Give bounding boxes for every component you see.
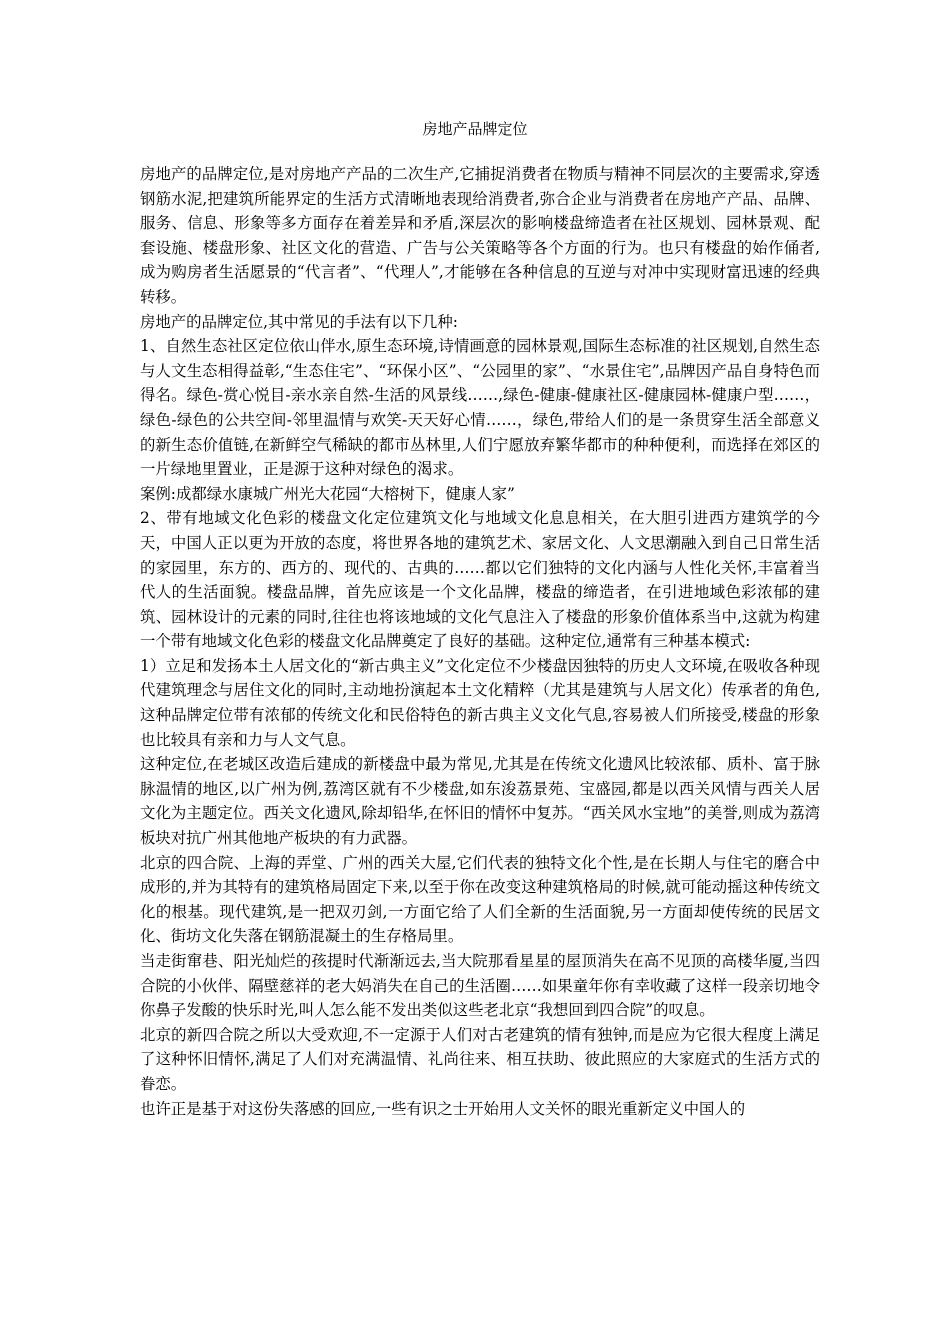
paragraph-intro: 房地产的品牌定位,是对房地产产品的二次生产,它捕捉消费者在物质与精神不同层次的主要需求,穿透钢筋水泥,把建筑所能界定的生活方式清晰地表现给消费者,弥合企业与消费者在房地产产品、品牌、服务、信息、形象等多方面存在着差异和矛盾,深层次的影响楼盘缔造者在社区规划、园林景观、配套设施、楼盘形象、社区文化的营造、广告与公关策略等各个方面的行为。也只有楼盘的始作俑者,成为购房者生活愿景的“代言者”、“代理人”,才能够在各种信息的互逆与对冲中实现财富迅速的经典转移。	[140, 165, 820, 306]
paragraph-ecological-positioning: 1、自然生态社区定位依山伴水,原生态环境,诗情画意的园林景观,国际生态标准的社区规划,自然生态与人文生态相得益彰,“生态住宅”、“环保小区”、“公园里的家”、“水景住宅”,品牌因产品自身特色而得名。绿色-赏心悦目-亲水亲自然-生活的风景线……,绿色-健康-健康社区-健康园林-健康户型……，绿色-绿色的公共空间-邻里温情与欢笑-天天好心情……，绿色,带给人们的是一条贯穿生活全部意义的新生态价值链,在新鲜空气稀缺的都市丛林里,人们宁愿放弃繁华都市的种种便利，而选择在郊区的一片绿地里置业，正是源于这种对绿色的渴求。	[140, 337, 820, 479]
document-body	[140, 162, 820, 1121]
paragraph-old-town-example: 这种定位,在老城区改造后建成的新楼盘中最为常见,尤其是在传统文化遗风比较浓郁、质朴、富于脉脉温情的地区,以广州为例,荔湾区就有不少楼盘,如东浚荔景苑、宝盛园,都是以西关风情与西关人居文化为主题定位。西关文化遗风,除却铅华,在怀旧的情怀中复苏。“西关风水宝地”的美誉,则成为荔湾板块对抗广州其他地产板块的有力武器。	[140, 755, 820, 848]
paragraph-neoclassical-mode: 1）立足和发扬本土人居文化的“新古典主义”文化定位不少楼盘因独特的历史人文环境,在吸收各种现代建筑理念与居住文化的同时,主动地扮演起本土文化精粹（尤其是建筑与人居文化）传承者的角色,这种品牌定位带有浓郁的传统文化和民俗特色的新古典主义文化气息,容易被人们所接受,楼盘的形象也比较具有亲和力与人文气息。	[140, 656, 820, 749]
document-title: 房地产品牌定位	[422, 120, 528, 138]
paragraph-new-siheyuan: 北京的新四合院之所以大受欢迎,不一定源于人们对古老建筑的情有独钟,而是应为它很大程度上满足了这种怀旧情怀,满足了人们对充满温情、礼尚往来、相互扶助、彼此照应的大家庭式的生活方式的眷恋。	[140, 1025, 820, 1093]
paragraph-closing-fragment: 也许正是基于对这份失落感的回应,一些有识之士开始用人文关怀的眼光重新定义中国人的	[140, 1099, 746, 1118]
paragraph-childhood-nostalgia: 当走街窜巷、阳光灿烂的孩提时代渐渐远去,当大院那看星星的屋顶消失在高不见顶的高楼华厦,当四合院的小伙伴、隔壁慈祥的老大妈消失在自己的生活圈……如果童年你有幸收藏了这样一段亲切地令你鼻子发酸的快乐时光,叫人怎么能不发出类似这些老北京“我想回到四合院”的叹息。	[140, 952, 820, 1020]
paragraph-traditional-dwellings: 北京的四合院、上海的弄堂、广州的西关大屋,它们代表的独特文化个性,是在长期人与住宅的磨合中成形的,并为其特有的建筑格局固定下来,以至于你在改变这种建筑格局的时候,就可能动摇这种传统文化的根基。现代建筑,是一把双刃剑,一方面它给了人们全新的生活面貌,另一方面却使传统的民居文化、街坊文化失落在钢筋混凝土的生存格局里。	[140, 853, 820, 946]
paragraph-methods-heading: 房地产的品牌定位,其中常见的手法有以下几种:	[140, 312, 458, 331]
paragraph-regional-culture-positioning: 2、带有地域文化色彩的楼盘文化定位建筑文化与地域文化息息相关，在大胆引进西方建筑学的今天，中国人正以更为开放的态度，将世界各地的建筑艺术、家居文化、人文思潮融入到自己日常生活的家园里，东方的、西方的、现代的、古典的……都以它们独特的文化内涵与人性化关怀,丰富着当代人的生活面貌。楼盘品牌，首先应该是一个文化品牌，楼盘的缔造者，在引进地域色彩浓郁的建筑、园林设计的元素的同时,往往也将该地域的文化气息注入了楼盘的形象价值体系当中,这就为构建一个带有地域文化色彩的楼盘文化品牌奠定了良好的基础。这种定位,通常有三种基本模式:	[140, 509, 820, 651]
paragraph-case-example: 案例:成都绿水康城广州光大花园“大榕树下，健康人家”	[140, 484, 515, 503]
